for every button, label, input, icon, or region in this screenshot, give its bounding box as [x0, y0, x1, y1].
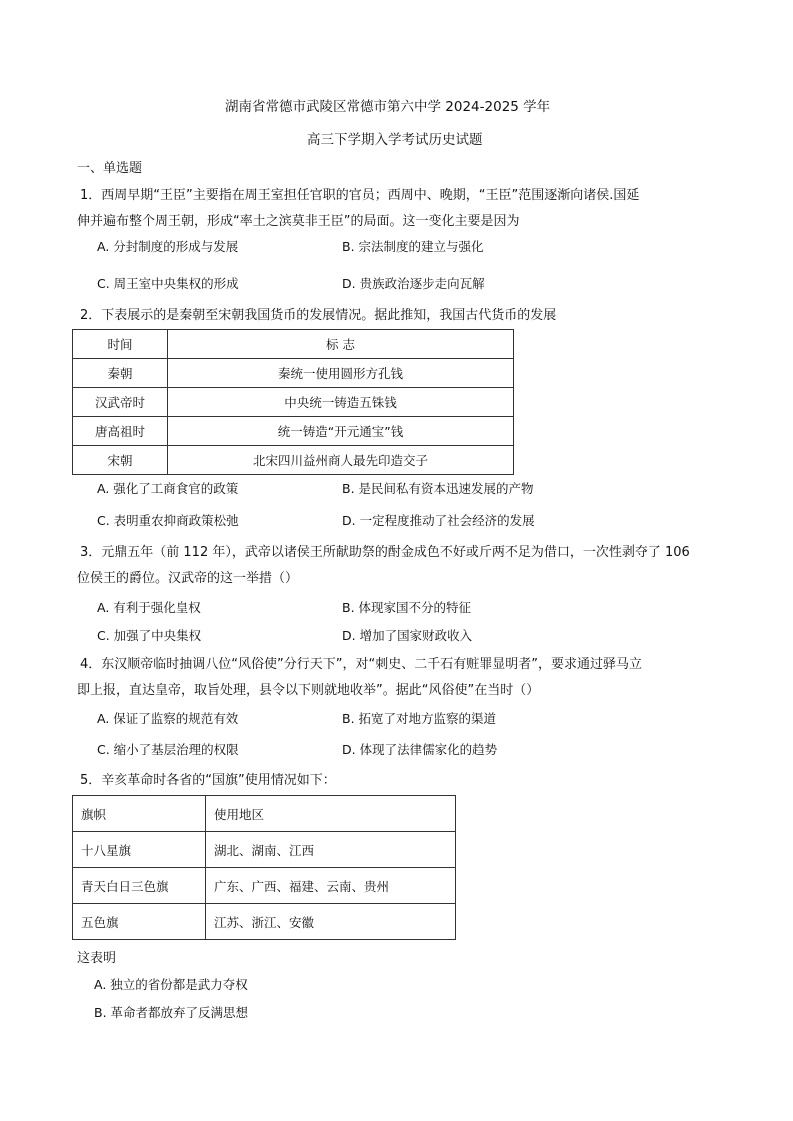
table-cell: 宋朝: [73, 446, 168, 475]
table-header-cell: 使用地区: [206, 796, 456, 832]
q3-option-a: A. 有利于强化皇权: [97, 600, 201, 615]
q1-stem-line2: 伸并遍布整个周王朝，形成“率土之滨莫非王臣”的局面。这一变化主要是因为: [77, 214, 520, 229]
table-header-cell: 标 志: [168, 330, 514, 359]
q5-stem: 5．辛亥革命时各省的“国旗”使用情况如下：: [80, 773, 336, 788]
q3-option-b: B. 体现家国不分的特征: [342, 600, 472, 615]
table-cell: 五色旗: [73, 904, 206, 940]
table-cell: 北宋四川益州商人最先印造交子: [168, 446, 514, 475]
q3-stem-line1: 3．元鼎五年（前 112 年），武帝以诸侯王所献助祭的酎金成色不好或斤两不足为借口，一次性剥夺了 106: [80, 545, 690, 560]
table-cell: 湖北、湖南、江西: [206, 832, 456, 868]
q1-option-d: D. 贵族政治逐步走向瓦解: [342, 276, 485, 291]
q5-option-b: B. 革命者都放弃了反满思想: [94, 1005, 249, 1020]
table-row: [73, 904, 456, 940]
q1-option-c: C. 周王室中央集权的形成: [97, 276, 239, 291]
q1-stem-line1: 1．西周早期“王臣”主要指在周王室担任官职的官员；西周中、晚期，“王臣”范围逐渐向诸侯.国延: [80, 188, 640, 203]
q3-option-d: D. 增加了国家财政收入: [342, 628, 473, 643]
table-cell: 秦统一使用圆形方孔钱: [168, 359, 514, 388]
exam-title-line1: 湖南省常德市武陵区常德市第六中学 2024-2025 学年: [225, 99, 551, 115]
q3-stem-line2: 位侯王的爵位。汉武帝的这一举措（）: [77, 571, 299, 586]
table-cell: 青天白日三色旗: [73, 868, 206, 904]
q4-stem-line2: 即上报，直达皇帝，取旨处理，县令以下则就地收举”。据此“风俗使”在当时（）: [77, 683, 540, 698]
table-row: [73, 330, 514, 359]
table-row: [73, 417, 514, 446]
q2-option-a: A. 强化了工商食官的政策: [97, 481, 239, 496]
table-row: [73, 868, 456, 904]
q4-option-b: B. 拓宽了对地方监察的渠道: [342, 711, 497, 726]
q5-flag-table: [72, 795, 456, 940]
q1-option-b: B. 宗法制度的建立与强化: [342, 239, 484, 254]
q4-option-d: D. 体现了法律儒家化的趋势: [342, 742, 498, 757]
table-cell: 汉武帝时: [73, 388, 168, 417]
table-cell: 秦朝: [73, 359, 168, 388]
table-header-cell: 时间: [73, 330, 168, 359]
table-row: [73, 832, 456, 868]
q2-option-c: C. 表明重农抑商政策松弛: [97, 513, 239, 528]
q2-option-b: B. 是民间私有资本迅速发展的产物: [342, 481, 534, 496]
table-cell: 中央统一铸造五铢钱: [168, 388, 514, 417]
table-row: [73, 796, 456, 832]
q4-stem-line1: 4．东汉顺帝临时抽调八位“风俗使”分行天下”，对“刺史、二千石有赃罪显明者”，要求通过驿马立: [80, 657, 642, 672]
q5-after-text: 这表明: [77, 951, 117, 966]
table-row: [73, 446, 514, 475]
q1-option-a: A. 分封制度的形成与发展: [97, 239, 239, 254]
table-cell: 广东、广西、福建、云南、贵州: [206, 868, 456, 904]
q2-option-d: D. 一定程度推动了社会经济的发展: [342, 513, 535, 528]
exam-title-line2: 高三下学期入学考试历史试题: [307, 132, 483, 148]
q4-option-c: C. 缩小了基层治理的权限: [97, 742, 239, 757]
q5-option-a: A. 独立的省份都是武力夺权: [94, 977, 248, 992]
q2-stem: 2．下表展示的是秦朝至宋朝我国货币的发展情况。据此推知，我国古代货币的发展: [80, 308, 557, 323]
table-row: [73, 359, 514, 388]
q4-option-a: A. 保证了监察的规范有效: [97, 711, 239, 726]
table-cell: 十八星旗: [73, 832, 206, 868]
table-cell: 统一铸造“开元通宝”钱: [168, 417, 514, 446]
table-row: [73, 388, 514, 417]
q3-option-c: C. 加强了中央集权: [97, 628, 202, 643]
table-header-cell: 旗帜: [73, 796, 206, 832]
q2-currency-table: [72, 329, 514, 475]
section-heading: 一、单选题: [77, 161, 143, 176]
table-cell: 江苏、浙江、安徽: [206, 904, 456, 940]
table-cell: 唐高祖时: [73, 417, 168, 446]
